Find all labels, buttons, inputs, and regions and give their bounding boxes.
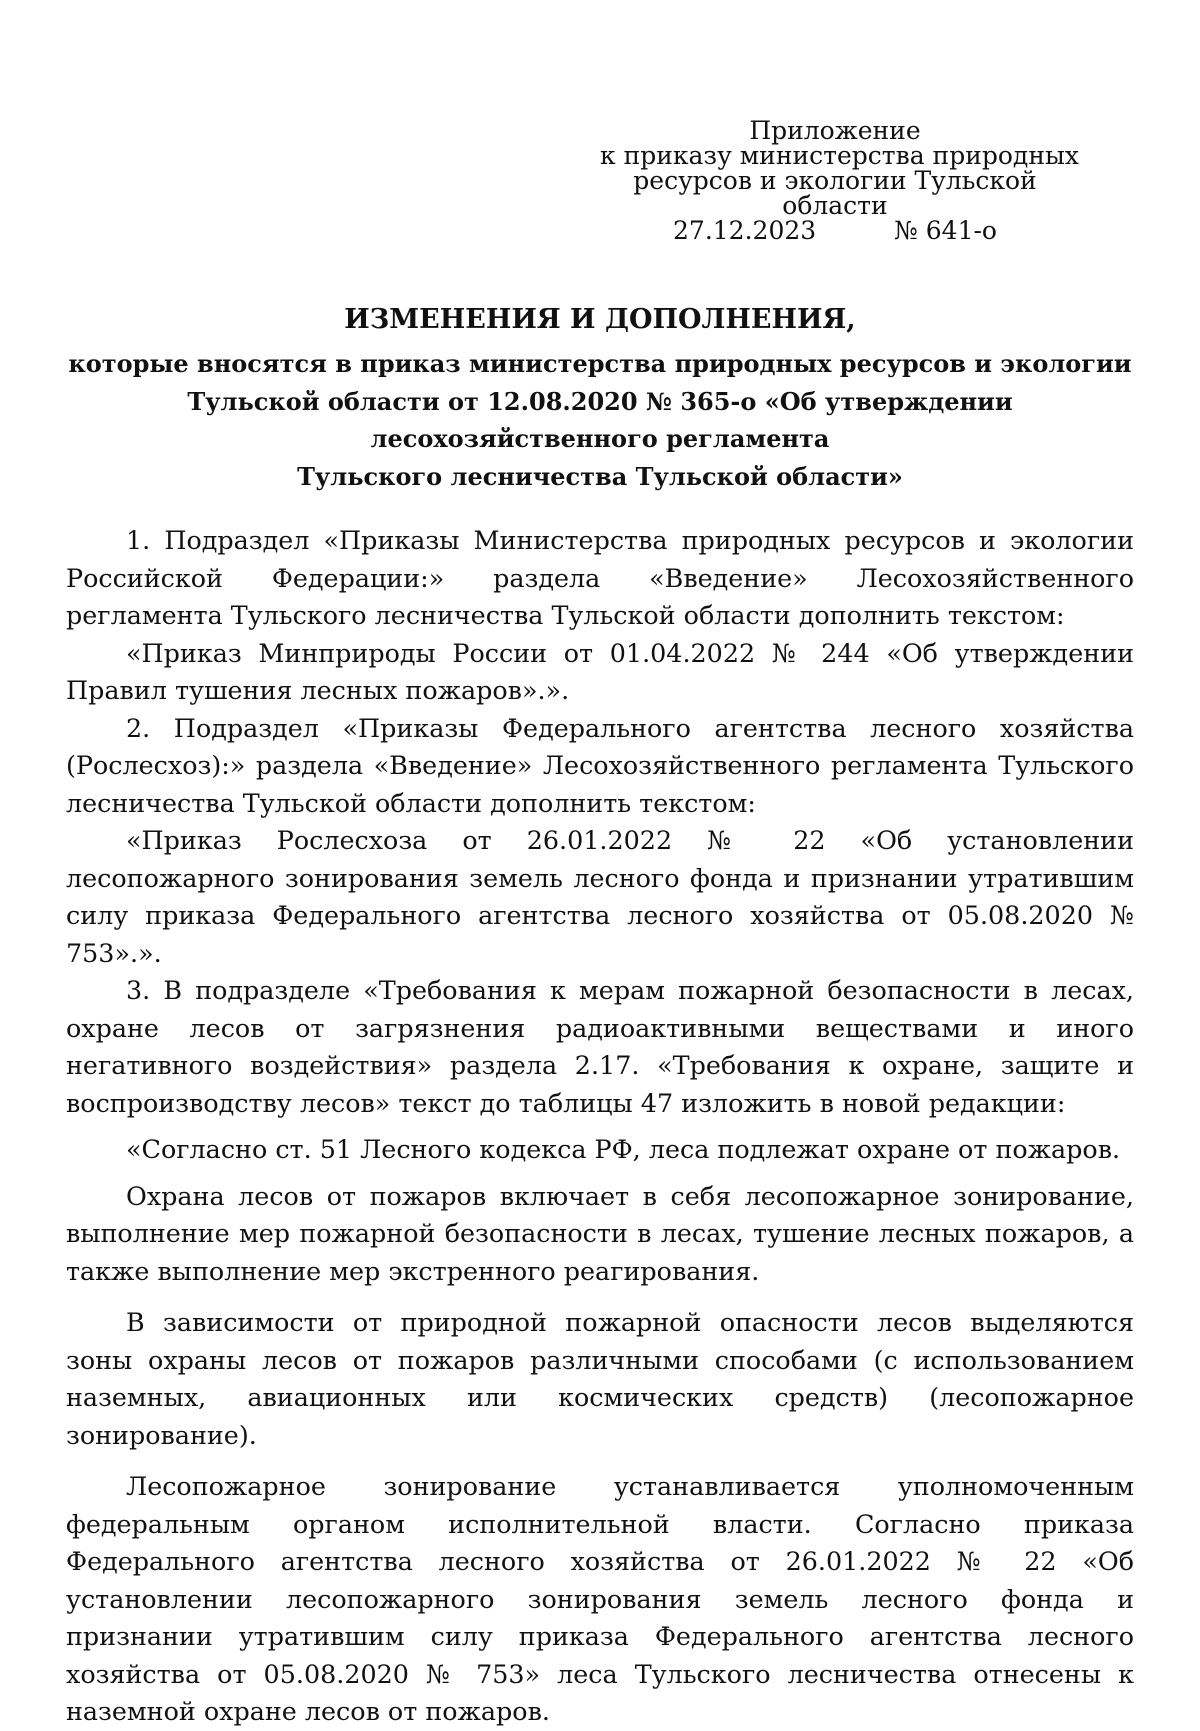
appendix-date-number	[600, 218, 1070, 243]
paragraph: Охрана лесов от пожаров включает в себя лесопожарное зонирование, выполнение мер пожарной безопасности в лесах, тушение лесных пожаров, а также выполнение мер экстренного реагирования.	[66, 1180, 1134, 1286]
paragraph: 3. В подразделе «Требования к мерам пожарной безопасности в лесах, охране лесов от загрязнения радиоактивными веществами и иного негативного воздействия» раздела 2.17. «Требования к охране, защите и воспроизводству лесов» текст до таблицы 47 изложить в новой редакции:	[66, 975, 1134, 1118]
title-subtitle	[60, 345, 1140, 495]
paragraph: 2. Подраздел «Приказы Федерального агентства лесного хозяйства (Рослесхоз):» раздела «Введение» Лесохозяйственного регламента Тульского лесничества Тульской области дополнить текстом:	[66, 712, 1134, 818]
appendix-line: области	[782, 191, 888, 220]
appendix-header	[600, 116, 1079, 245]
document-title	[60, 301, 1140, 495]
title-main: ИЗМЕНЕНИЯ И ДОПОЛНЕНИЯ,	[344, 304, 856, 335]
paragraph: «Приказ Рослесхоза от 26.01.2022 № 22 «Об установлении лесопожарного зонирования земель лесного фонда и признании утратившим силу приказа Федерального агентства лесного хозяйства от 05.08.2020 № 753».».	[66, 825, 1134, 968]
subtitle-line: Тульского лесничества Тульской области»	[297, 461, 903, 491]
appendix-line: ресурсов и экологии Тульской	[633, 166, 1037, 195]
order-number: № 641-о	[894, 216, 997, 245]
order-date: 27.12.2023	[673, 216, 817, 245]
subtitle-line: Тульской области от 12.08.2020 № 365-о «Об утверждении	[187, 386, 1013, 416]
document-body	[66, 522, 1134, 1731]
paragraph: В зависимости от природной пожарной опасности лесов выделяются зоны охраны лесов от пожаров различными способами (с использованием наземных, авиационных или космических средств) (лесопожарное зонирование).	[66, 1307, 1134, 1450]
paragraph: «Согласно ст. 51 Лесного кодекса РФ, леса подлежат охране от пожаров.	[126, 1134, 1121, 1164]
appendix-line: к приказу министерства природных	[600, 141, 1079, 170]
appendix-title: Приложение	[749, 116, 921, 145]
subtitle-line: лесохозяйственного регламента	[370, 424, 830, 453]
subtitle-line: которые вносятся в приказ министерства природных ресурсов и экологии	[68, 349, 1132, 378]
paragraph: «Приказ Минприроды России от 01.04.2022 № 244 «Об утверждении Правил тушения лесных пожаров».».	[66, 637, 1134, 705]
paragraph: Лесопожарное зонирование устанавливается уполномоченным федеральным органом исполнительной власти. Согласно приказа Федерального агентства лесного хозяйства от 26.01.2022 № 22 «Об установлении лесопожарного зонирования земель лесного фонда и признании утратившим силу приказа Федерального агентства лесного хозяйства от 05.08.2020 № 753» леса Тульского лесничества отнесены к наземной охране лесов от пожаров.	[66, 1471, 1134, 1726]
paragraph: 1. Подраздел «Приказы Министерства природных ресурсов и экологии Российской Федерации:» раздела «Введение» Лесохозяйственного регламента Тульского лесничества Тульской области дополнить текстом:	[66, 525, 1134, 630]
